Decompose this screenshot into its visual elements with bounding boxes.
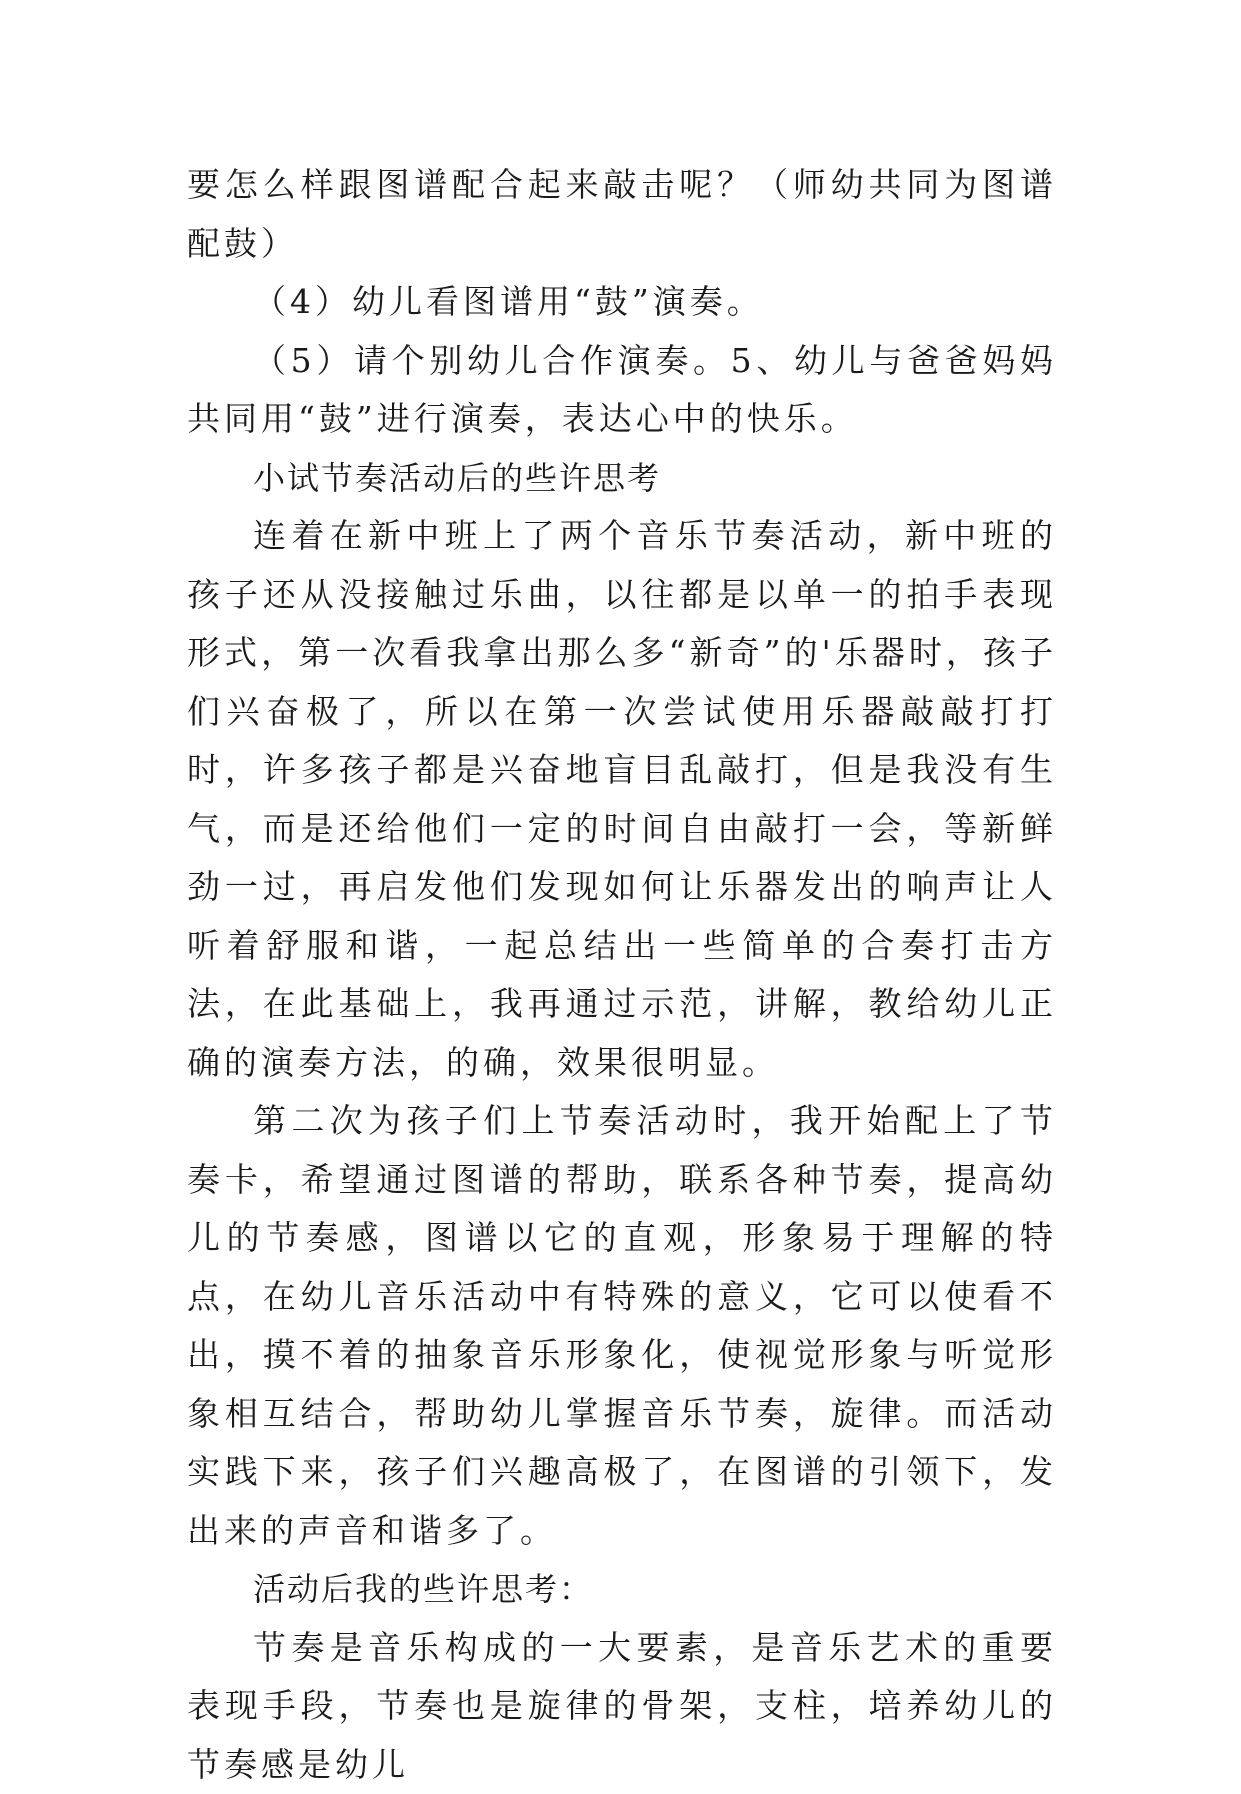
reflection-heading: 活动后我的些许思考： bbox=[187, 1560, 1057, 1619]
paragraph-step-4: （4）幼儿看图谱用“鼓”演奏。 bbox=[187, 273, 1057, 332]
paragraph-second-activity: 第二次为孩子们上节奏活动时，我开始配上了节奏卡，希望通过图谱的帮助，联系各种节奏，提高幼儿的节奏感，图谱以它的直观，形象易于理解的特点，在幼儿音乐活动中有特殊的意义，它可以使看不出，摸不着的抽象音乐形象化，使视觉形象与听觉形象相互结合，帮助幼儿掌握音乐节奏，旋律。而活动实践下来，孩子们兴趣高极了，在图谱的引领下，发出来的声音和谐多了。 bbox=[187, 1092, 1057, 1560]
paragraph-step-5: （5）请个别幼儿合作演奏。5、幼儿与爸爸妈妈共同用“鼓”进行演奏，表达心中的快乐。 bbox=[187, 332, 1057, 449]
section-heading: 小试节奏活动后的些许思考 bbox=[187, 449, 1057, 508]
document-body bbox=[187, 156, 1057, 1794]
paragraph-continuation: 要怎么样跟图谱配合起来敲击呢？（师幼共同为图谱配鼓） bbox=[187, 156, 1057, 273]
paragraph-first-activity: 连着在新中班上了两个音乐节奏活动，新中班的孩子还从没接触过乐曲，以往都是以单一的拍手表现形式，第一次看我拿出那么多“新奇”的'乐器时，孩子们兴奋极了，所以在第一次尝试使用乐器敲敲打打时，许多孩子都是兴奋地盲目乱敲打，但是我没有生气，而是还给他们一定的时间自由敲打一会，等新鲜劲一过，再启发他们发现如何让乐器发出的响声让人听着舒服和谐，一起总结出一些简单的合奏打击方法，在此基础上，我再通过示范，讲解，教给幼儿正确的演奏方法，的确，效果很明显。 bbox=[187, 507, 1057, 1092]
paragraph-rhythm: 节奏是音乐构成的一大要素，是音乐艺术的重要表现手段，节奏也是旋律的骨架，支柱，培养幼儿的节奏感是幼儿 bbox=[187, 1619, 1057, 1794]
